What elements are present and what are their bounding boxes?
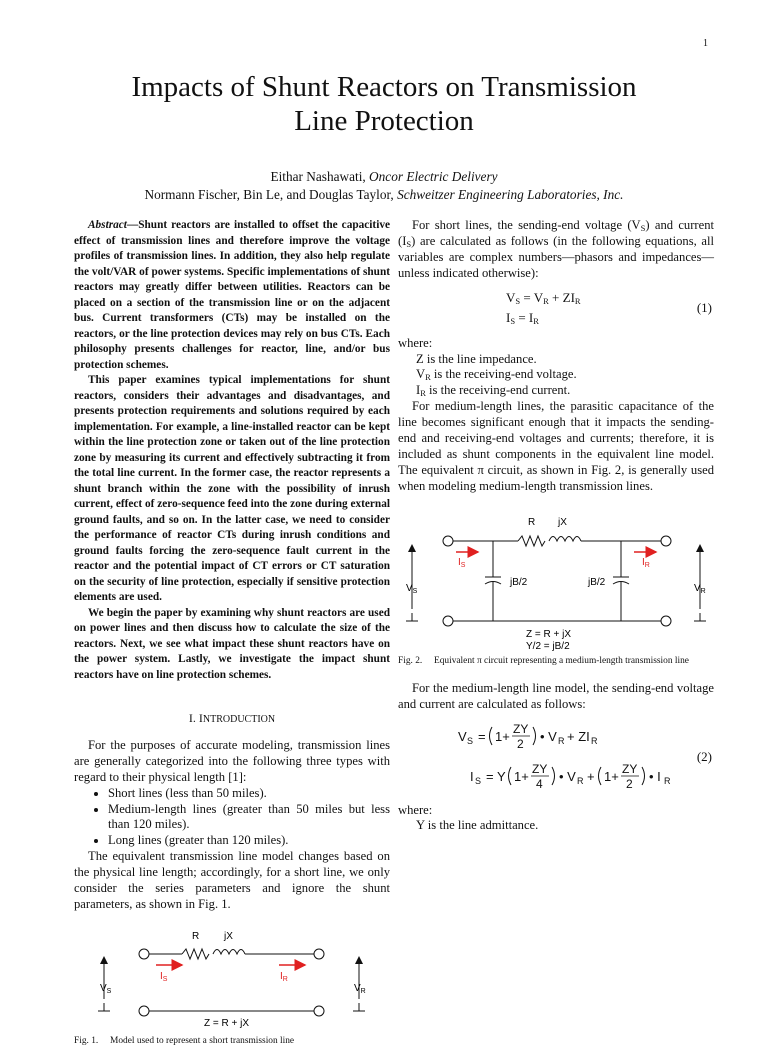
fig1-jx-label: jX [224,930,233,942]
svg-text:2: 2 [626,776,633,791]
fig2-is-label: $I_S$ [458,556,466,569]
svg-text:S: S [467,735,474,746]
fig1-vr-label: $V_R$ [354,982,366,995]
authors: Eithar Nashawati, Oncor Electric Delivery Normann Fischer, Bin Le, and Douglas Taylor, Schweitzer Engineering Laboratories, Inc. [144,169,624,202]
fig2-cap1-label: jB/2 [510,576,528,588]
svg-text:R: R [591,735,598,746]
fig2-pi-circuit-diagram [398,501,714,651]
svg-text:ZY: ZY [532,761,548,776]
short-line-paragraph: For short lines, the sending-end voltage $(V_S)$ and current $(I_S)$ are calculated as follows (in the following equations, all variables are complex numbers—phasors and impedances—unless indicated otherwise): [398,218,714,280]
fig1-r-label: R [192,930,200,942]
right-column [398,218,714,834]
fig2-z-label: Z = R + jX [526,628,572,640]
section-heading-introduction: I. INTRODUCTION [188,711,276,725]
eq1-definitions: where: Z is the line impedance. $V_R$ is the receiving-end voltage. $I_R$ is the receiving-end current. [398,335,577,399]
svg-text:1+: 1+ [604,768,619,784]
line-types-list [74,786,390,850]
svg-text:S: S [475,775,482,786]
fig2-r-label: R [528,516,536,528]
svg-text:= Y: = Y [486,768,506,784]
fig2-vs-label: $V_S$ [406,582,418,595]
fig2-caption: Fig. 2. Equivalent π circuit representing a medium-length transmission line [398,655,689,666]
fig1-short-line-diagram [74,919,390,1029]
eq2-definitions: where: Y is the line admittance. [398,802,539,833]
medium-line-eq-paragraph: For the medium-length line model, the sending-end voltage and current are calculated as follows: [398,680,714,711]
fig2-ir-label: $I_R$ [642,556,650,569]
svg-text:• V: • V [540,728,557,744]
svg-text:R: R [577,775,584,786]
fig2-cap2-label: jB/2 [588,576,606,588]
svg-text:ZY: ZY [513,721,529,736]
svg-text:1+: 1+ [495,728,510,744]
equation-2-render [398,719,714,797]
fig1-ir-label: $I_R$ [280,970,288,983]
left-column [74,218,390,1047]
list-item: • Short lines (less than 50 miles). [108,786,390,802]
svg-text:V: V [458,728,467,744]
svg-text:I: I [470,768,474,784]
svg-text:• I: • I [649,768,661,784]
list-item: • Long lines (greater than 120 miles). [108,833,390,849]
svg-text:+: + [587,768,595,784]
fig2-y-label: Y/2 = jB/2 [526,640,570,651]
medium-line-paragraph: For medium-length lines, the parasitic capacitance of the line becomes significant enough that it impacts the sending-end and receiving-end voltages and currents; therefore, it is included as shunt components in the equivalent line model. The equivalent π circuit, as shown in Fig. 2, is generally used when modeling medium-length transmission lines. [398,399,714,493]
list-item: • Medium-length lines (greater than 50 miles but less than 120 miles). [108,802,390,834]
paper-title: Impacts of Shunt Reactors on Transmission Line Protection [131,71,637,137]
fig1-is-label: $I_S$ [160,970,168,983]
fig1-z-label: Z = R + jX [204,1017,250,1029]
fig2-jx-label: jX [558,516,567,528]
abstract: Abstract—Shunt reactors are installed to offset the capacitive effect of transmission lines and therefore improve the voltage profiles of transmission lines. In addition, they also help regulate the volt/VAR of power systems. Specific implementations of shunt reactors may greatly differ between utilities. Reactors can be placed on a section of the transmission line or on the adjacent bus. Current transformers (CTs) may be installed on the reactors, or the line protection devices may rely on bus CTs. Each philosophy presents challenges for reactor, line, and/or bus protection schemes. This paper examines typical implementations for shunt reactors, considers their advantages and disadvantages, and presents protection requirements and solutions required by each implementation. For example, a line-installed reactor can be kept within the line protection zone or taken out of the line protection zone by measuring its current and effectively subtracting it from the total line current. In the former case, the reactor represents a shunt branch within the zone with the possibility of inrush current, effect of zero-sequence feed into the zone during external ground faults, and so on. In the latter case, we need to consider the performance of reactor CTs during inrush conditions and ground faults forcing the zero-sequence fault current in the reactor and the potential impact of CT errors or CT saturation on the security of line protection, especially if sensitive protection elements are used. We begin the paper by examining why shunt reactors are used on power lines and then discuss how to calculate the size of the reactors. Next, we see what impact these shunt reactors have on the power system. Lastly, we investigate the impact shunt reactors have on line protection schemes. [74,219,390,681]
intro-paragraph-2: The equivalent transmission line model changes based on the physical line length; accordingly, for a short line, we only consider the series parameters and ignore the shunt parameters, as shown in Fig. 1. [74,849,390,911]
page-number: 1 [703,38,708,49]
svg-text:ZY: ZY [622,761,638,776]
fig1-vs-label: $V_S$ [100,982,112,995]
equation-2: V S = 1+ ZY 2 • V R + ZI R I S = Y 1+ ZY 4 • V R + 1+ ZY 2 • I R (2) [398,719,714,797]
equation-1: $V_S = V_R + ZI_R$ $I_S = I_R$ (1) [506,289,712,326]
fig1-caption: Fig. 1. Model used to represent a short transmission line [74,1035,295,1046]
svg-text:• V: • V [559,768,576,784]
svg-text:+ ZI: + ZI [567,728,590,744]
svg-text:R: R [664,775,671,786]
intro-paragraph-1: For the purposes of accurate modeling, transmission lines are generally categorized into the following three types with regard to their physical length [1]: [74,737,390,784]
svg-text:4: 4 [536,776,543,791]
fig2-vr-label: $V_R$ [694,582,706,595]
svg-text:1+: 1+ [514,768,529,784]
svg-text:2: 2 [517,736,524,751]
svg-text:R: R [558,735,565,746]
svg-text:=: = [478,728,486,744]
